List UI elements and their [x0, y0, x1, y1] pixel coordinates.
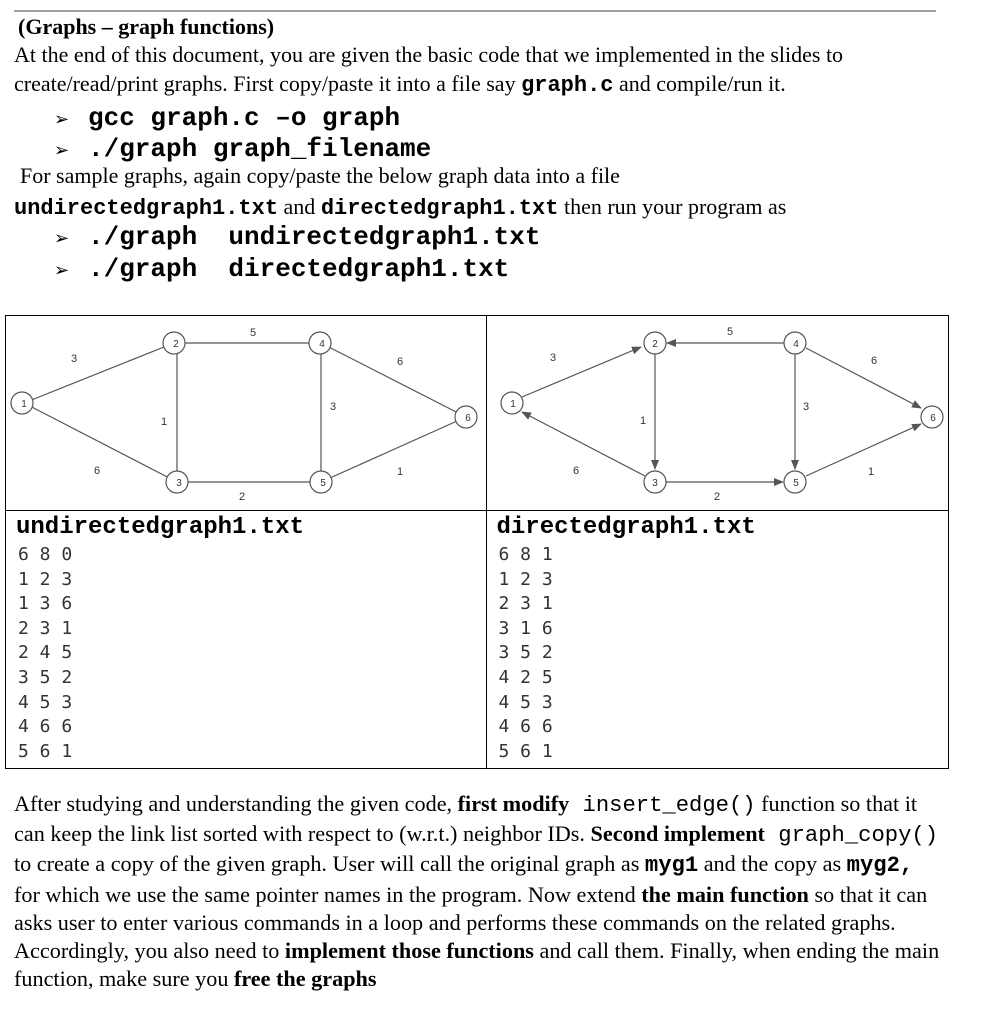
command-run-undirected: ➢ ./graph undirectedgraph1.txt: [54, 222, 541, 252]
undirected-file-lines: [18, 543, 486, 764]
file-line: 3 5 2: [18, 666, 73, 688]
node-2: 2: [651, 339, 658, 350]
node-2: 2: [173, 339, 179, 350]
weight-3-5: 2: [713, 491, 720, 503]
node-3: 3: [651, 478, 658, 489]
directed-file-lines: [499, 543, 949, 764]
weight-2-4: 5: [249, 327, 257, 339]
section-heading: (Graphs – graph functions): [18, 14, 275, 39]
file-line: 2 4 5: [18, 642, 73, 664]
weight-5-6: 1: [396, 466, 404, 478]
weight-4-6: 6: [396, 356, 404, 368]
arrow-bullet-icon: ➢: [54, 228, 70, 249]
file-line: 4 6 6: [498, 716, 553, 738]
file-line: 1 2 3: [498, 568, 553, 590]
weight-4-5: 3: [329, 401, 337, 413]
file-line: 4 5 3: [498, 691, 553, 713]
intro-line-2: create/read/print graphs. First copy/paste it into a file say graph.c and compile/run it.: [14, 71, 786, 98]
file-line: 6 8 0: [18, 544, 73, 565]
file-line: 5 6 1: [18, 740, 73, 762]
weight-4-5: 3: [802, 401, 809, 413]
undirected-filename: undirectedgraph1.txt: [16, 514, 305, 541]
weight-2-3: 1: [639, 415, 646, 427]
weight-1-2: 3: [70, 353, 78, 365]
weight-4-2: 5: [726, 326, 733, 338]
sample-line-1: For sample graphs, again copy/paste the below graph data into a file: [20, 163, 620, 188]
node-1: 1: [509, 399, 516, 410]
file-line: 4 2 5: [498, 666, 553, 688]
weight-1-3: 6: [93, 465, 101, 477]
file-line: 1 2 3: [18, 568, 73, 590]
command-run: ➢ ./graph graph_filename: [54, 134, 432, 164]
node-4: 4: [319, 339, 325, 350]
file-line: 2 3 1: [498, 593, 553, 615]
node-6: 6: [465, 413, 471, 424]
weight-5-6: 1: [867, 466, 874, 478]
command-compile: ➢ gcc graph.c –o graph: [54, 103, 401, 133]
file-line: 3 1 6: [498, 617, 553, 639]
file-line: 1 3 6: [18, 593, 73, 615]
node-6: 6: [929, 413, 936, 424]
weight-4-6: 6: [870, 355, 877, 367]
node-3: 3: [176, 478, 182, 489]
directed-file-cell: [486, 511, 949, 769]
weight-1-2: 3: [549, 352, 556, 364]
graph-table: [5, 315, 949, 769]
weight-3-5: 2: [238, 491, 246, 503]
arrow-bullet-icon: ➢: [54, 260, 70, 281]
arrow-bullet-icon: ➢: [54, 140, 70, 161]
weight-2-3: 1: [160, 416, 168, 428]
node-1: 1: [21, 399, 27, 410]
file-line: 6 8 1: [498, 544, 553, 565]
undirected-file-cell: [6, 511, 487, 769]
instructions-paragraph: After studying and understanding the given code, first modify insert_edge() function so that it can keep the link list sorted with respect to (w.r.t.) neighbor IDs. Second implement graph_copy() to create a copy of the given graph. User will call the original graph as myg1 and the copy as myg2, for which we use the same pointer names in the program. Now extend the main function so that it can asks user to enter various commands in a loop and performs these commands on the related graphs. Accordingly, you also need to implement those functions and call them. Finally, when ending the main function, make sure you free the graphs: [14, 791, 940, 992]
sample-line-2: undirectedgraph1.txt and directedgraph1.txt then run your program as: [14, 194, 787, 221]
command-run-directed: ➢ ./graph directedgraph1.txt: [54, 254, 510, 284]
node-5: 5: [792, 478, 799, 489]
top-rule: [14, 10, 936, 12]
node-5: 5: [320, 478, 326, 489]
file-line: 5 6 1: [498, 740, 553, 762]
arrow-bullet-icon: ➢: [54, 109, 70, 130]
directed-graph-cell: [486, 316, 949, 511]
intro-line-1: At the end of this document, you are given the basic code that we implemented in the slides to: [14, 42, 844, 67]
file-line: 4 6 6: [18, 716, 73, 738]
file-line: 3 5 2: [498, 642, 553, 664]
undirected-graph-diagram: [6, 316, 484, 505]
directed-graph-diagram: [487, 316, 947, 505]
file-line: 2 3 1: [18, 617, 73, 639]
weight-3-1: 6: [572, 465, 579, 477]
undirected-graph-cell: [6, 316, 487, 511]
directed-filename: directedgraph1.txt: [496, 514, 756, 541]
node-4: 4: [792, 339, 799, 350]
file-line: 4 5 3: [18, 691, 73, 713]
